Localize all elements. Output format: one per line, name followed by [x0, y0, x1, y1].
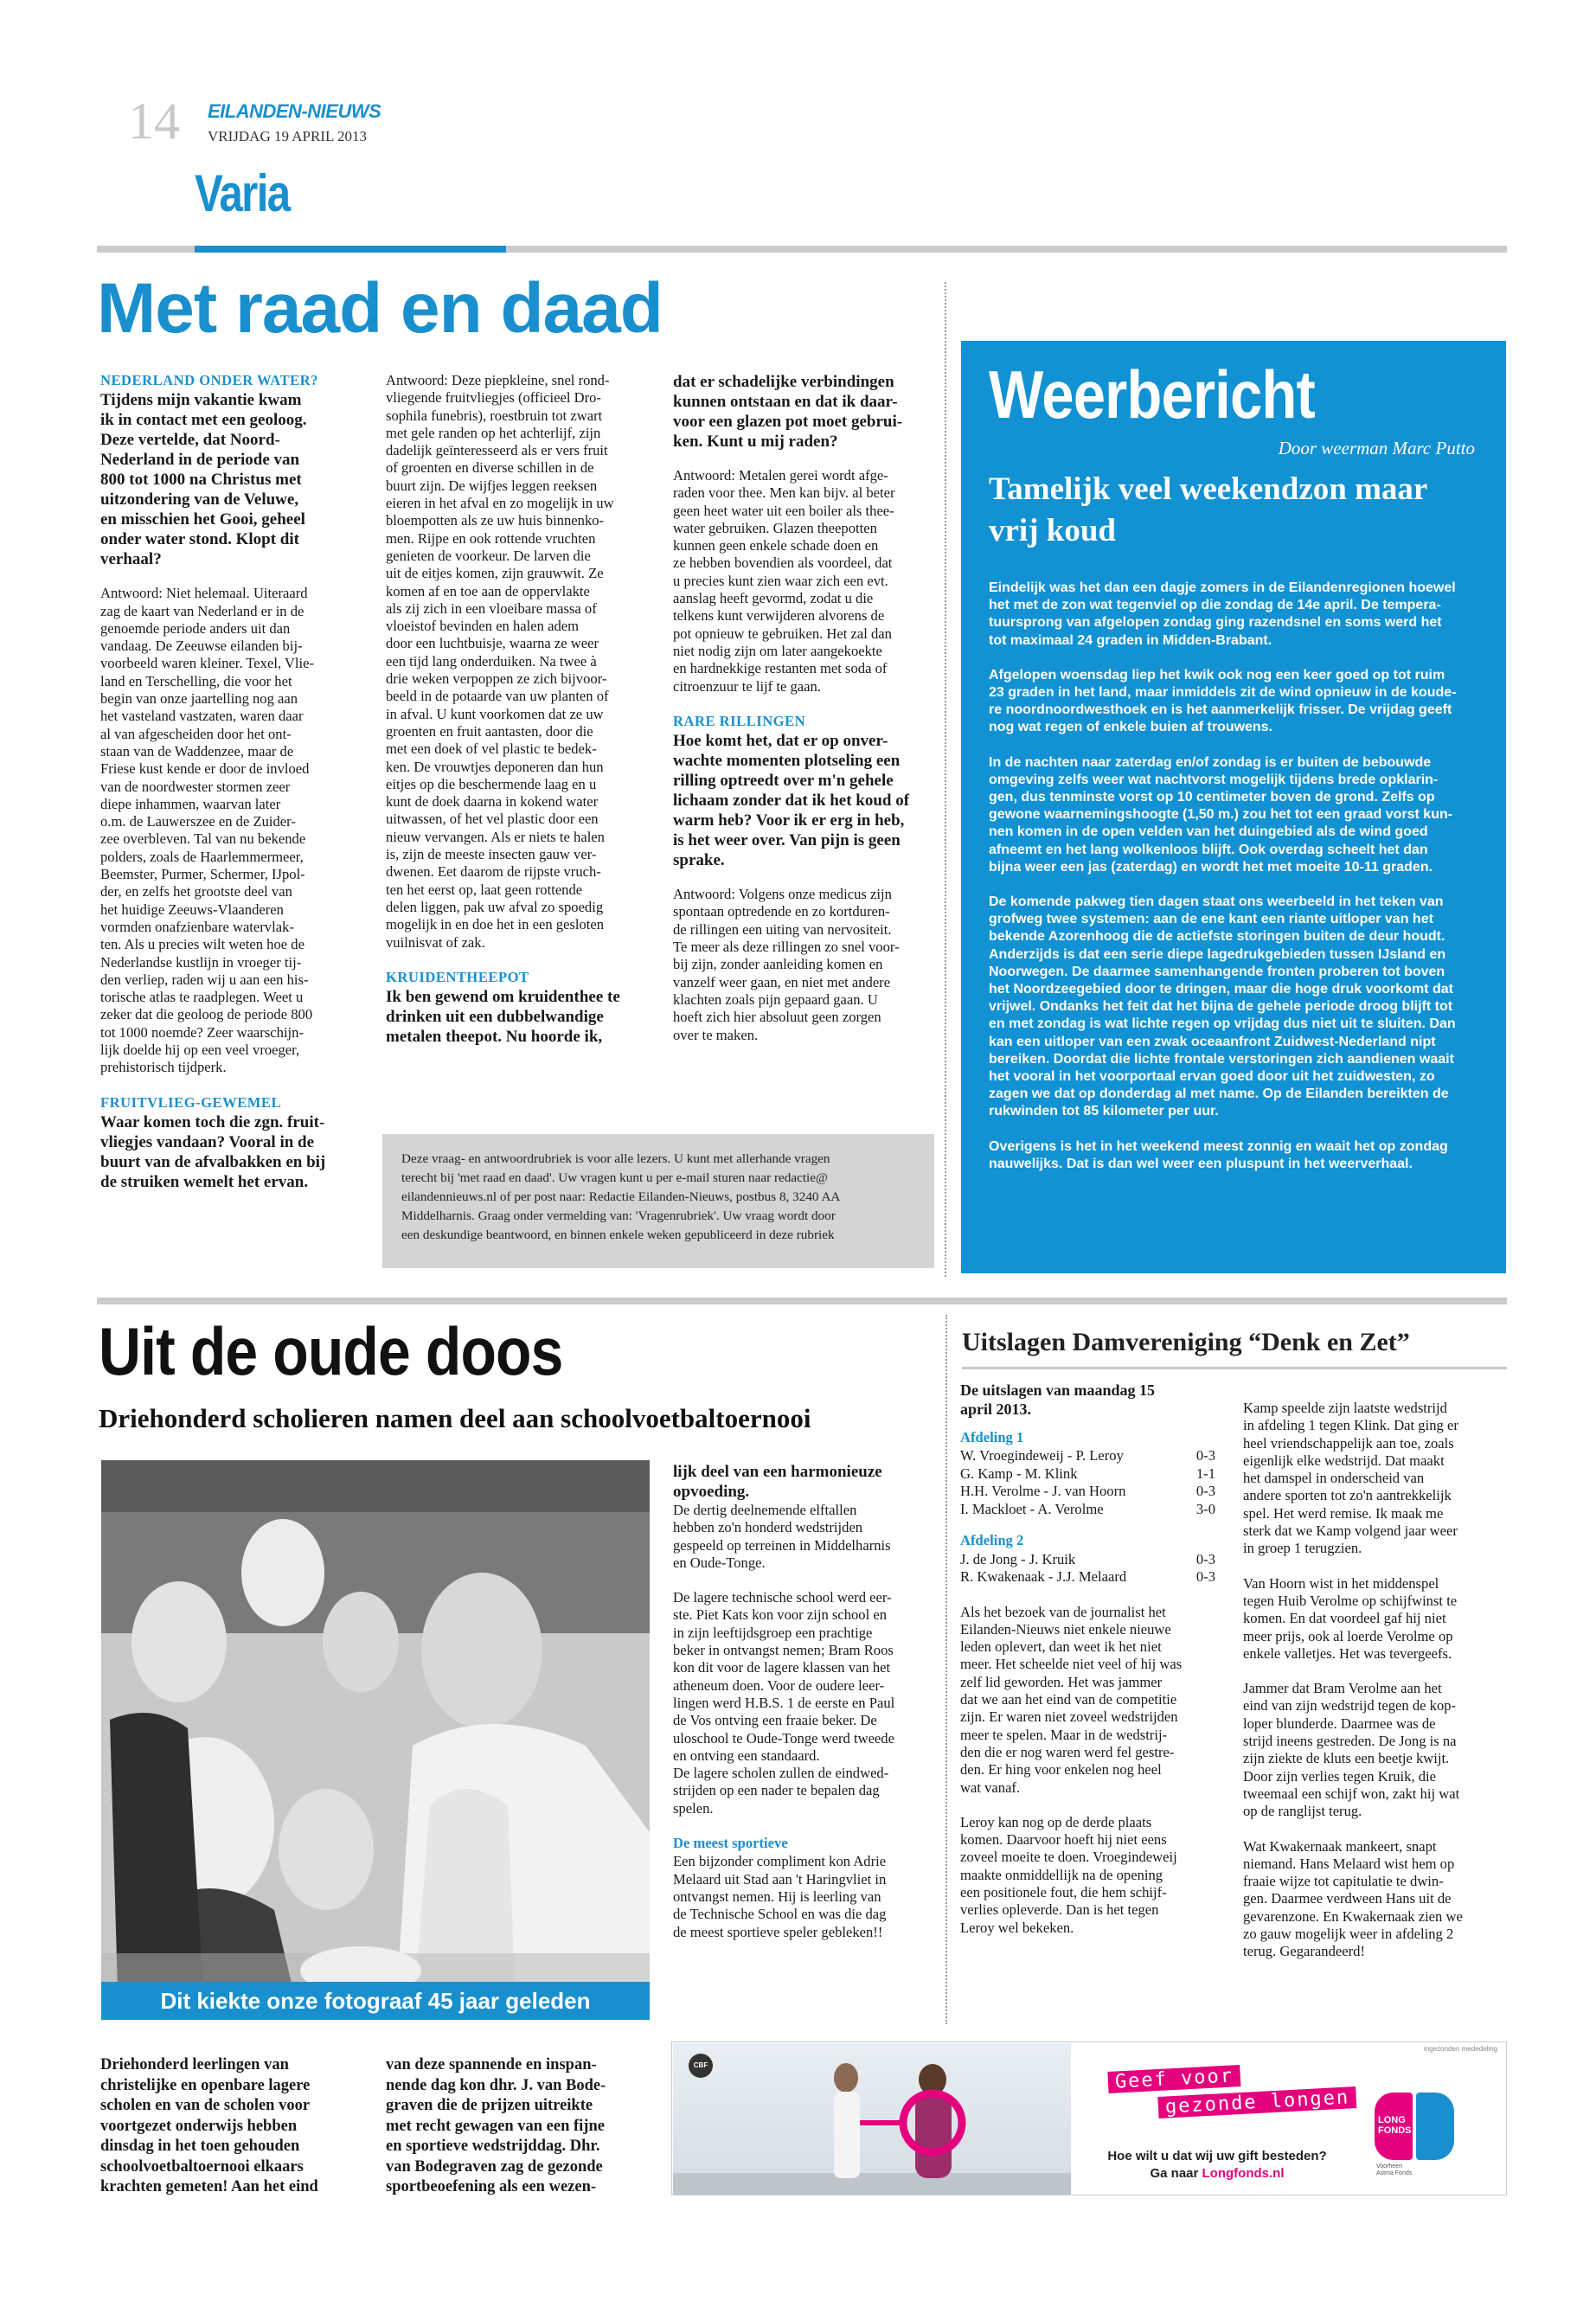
- oude-doos-right-column: [673, 1462, 935, 1958]
- page-header: [128, 95, 491, 164]
- subhead-rillingen: RARE RILLINGEN: [673, 712, 806, 729]
- result-row: R. Kwakenaak - J.J. Melaard 0-3: [960, 1568, 1215, 1586]
- dam-title: Uitslagen Damvereniging “Denk en Zet”: [962, 1328, 1410, 1356]
- question-kruidentheepot-cont: dat er schadelijke verbindingen kunnen ontstaan en dat ik daar- voor een glazen pot moet gebrui- ken. Kunt u mij raden?: [673, 373, 903, 451]
- advice-column-1: [100, 372, 362, 1208]
- oude-doos-p2: De lagere technische school werd eer- ste. Piet Kats kon voor zijn school en in zijn leeftijdsgroep een prachtige beker in ontvangst nemen; Bram Roos kon dit voor de lagere klassen van het atheneum doen. Voor de oudere leer- lingen werd H.B.S. 1 de eerste en Paul de Vos ontving een fraaie beker. De uloschool te Oude-Tonge werd tweede en ontving een standaard. De lagere scholen zullen de eindwed- strijden op een nader te bepalen dag spelen.: [673, 1589, 895, 1817]
- result-row: H.H. Verolme - J. van Hoorn 0-3: [960, 1483, 1215, 1500]
- weather-box: [961, 341, 1506, 1273]
- subhead-nederland: NEDERLAND ONDER WATER?: [100, 372, 318, 388]
- ad-slogan: [1108, 2065, 1356, 2118]
- result-row: I. Mackloet - A. Verolme 3-0: [960, 1500, 1215, 1517]
- section-title: Varia: [195, 164, 290, 222]
- logo-subtext: Voorheen Astma Fonds: [1376, 2163, 1413, 2176]
- ad-people-illustration: [673, 2043, 1071, 2195]
- oude-doos-bottom-col-2: [386, 2055, 650, 2214]
- dam-afdeling-1-results: [960, 1447, 1224, 1518]
- dam-col2-p2: Van Hoorn wist in het middenspel tegen Huib Verolme op schijfwinst te komen. En dat voordeel gaf hij niet meer prijs, ook al loerde Verolme op enkele valletjes. Het was tevergeefs.: [1243, 1574, 1458, 1662]
- dam-title-rule: [962, 1367, 1507, 1369]
- question-nederland: Tijdens mijn vakantie kwam ik in contact met een geoloog. Deze vertelde, dat Noord- Nederland in de periode van 800 tot 1000 na Christus met uitzondering van de Veluwe, en misschien het Gooi, geheel onder water stond. Klopt dit verhaal?: [100, 391, 307, 569]
- cbf-seal: CBF: [689, 2054, 713, 2078]
- dam-afdeling-1-label: Afdeling 1: [960, 1429, 1024, 1445]
- question-rillingen: Hoe komt het, dat er op onver- wachte momenten plotseling een rilling optreedt over m'n gehele lichaam zonder dat ik het koud of warm heb? Voor ik er erg in heb, is het weer over. Van pijn is geen sprake.: [673, 732, 910, 870]
- oude-doos-subhead: De meest sportieve: [673, 1835, 788, 1852]
- dam-afdeling-2-label: Afdeling 2: [960, 1532, 1024, 1549]
- dam-col1-p2: Leroy kan nog op de derde plaats komen. Daarvoor hoeft hij niet eens zoveel moeite te doen. Vroegindeweij maakte onmiddellijk na de opening een positionele fout, die hem schijf- verlies opleverde. Dan is het tegen Leroy wel bekeken.: [960, 1813, 1177, 1936]
- dam-col1-p1: Als het bezoek van de journalist het Eilanden-Nieuws niet enkele nieuwe leden oplevert, dan weet ik het niet meer. Het scheelde niet veel of hij was zelf lid geworden. Het was jammer dat we aan het eind van de competitie zijn. Er waren niet zoveel wedstrijden meer te spelen. Maar in de wedstrij- den die er nog waren werd fel gestre- den. Er hing voor enkelen nog heel wat vanaf.: [960, 1603, 1183, 1796]
- question-fruitvlieg: Waar komen toch die zgn. fruit- vliegjes vandaan? Vooral in de buurt van de afvalbakken en bij de struiken wemelt het ervan.: [100, 1112, 326, 1191]
- weather-paragraph-4: De komende pakweg tien dagen staat ons weerbeeld in het teken van grofweg twee systemen: aan de ene kant een riante uitloper van het bekende Azorenhoog die de actiefste storingen buiten de deur houdt. Anderzijds is dat een serie diepe lagedrukgebieden tussen IJsland en Noorwegen. De daarmee samenhangende fronten proberen tot boven het Noordzeegebied door te dringen, maar die hoge druk voorkomt dat vrijwel. Ondanks het feit dat het bijna de gehele periode droog blijft tot en met zondag is wat lichte regen op vrijdag dus niet uit te sluiten. Dan kan een uitloper van een zwak oceaanfront Zuidwest-Nederland nipt bereiken. Doordat die lichte frontale verstoringen zich aandienen waait het vooral in het voorportaal ervan goed door uit het zuidwesten, zo zagen we dat op donderdag al met name. Op de Eilanden bereikten de rukwinden tot 85 kilometer per uur.: [989, 894, 1456, 1119]
- rubric-info-text: Deze vraag- en antwoordrubriek is voor alle lezers. U kunt met allerhande vragen terecht bij 'met raad en daad'. Uw vragen kunt u per e-mail sturen naar redactie@ eilandennieuws.nl of per post naar: Redactie Eilanden-Nieuws, postbus 8, 3240 AA Middelharnis. Graag onder vermelding van: 'Vragenrubriek'. Uw vraag wordt door een deskundige beantwoord, en binnen enkele weken gepubliceerd in deze rubriek: [401, 1151, 841, 1242]
- longfonds-ad[interactable]: [671, 2041, 1507, 2195]
- oude-doos-p1: De dertig deelnemende elftallen hebben zo'n honderd wedstrijden gespeeld op terreinen in Middelharnis en Oude-Tonge.: [673, 1502, 891, 1571]
- oude-doos-intro-cont: van deze spannende en inspan- nende dag kon dhr. J. van Bode- graven die de prijzen uitreikte met recht gewagen van een fijne en sportieve wedstrijddag. Dhr. van Bodegraven zag de gezonde sportbeoefening als een wezen-: [386, 2056, 606, 2195]
- result-row: J. de Jong - J. Kruik 0-3: [960, 1550, 1215, 1567]
- advice-column-2: [386, 372, 650, 1062]
- oude-doos-intro: Driehonderd leerlingen van christelijke en openbare lagere scholen en van de scholen voor voortgezet onderwijs hebben dinsdag in het toen gehouden schoolvoetbaltoernooi elkaars krachten gemeten! Aan het eind: [100, 2056, 318, 2195]
- weather-byline: Door weerman Marc Putto: [1278, 438, 1475, 458]
- advice-title: Met raad en daad: [97, 269, 663, 348]
- answer-kruidentheepot: Antwoord: Metalen gerei wordt afge- raden voor thee. Men kan bijv. al beter geen heet water uit een boiler als thee- water gebruiken. Glazen theepotten kunnen geen enkele schade doen en ze hebben bovendien als voordeel, dat u precies kunt zien waar zich een evt. aanslag heeft gevormd, zodat u die telkens kunt verwijderen alvorens de pot opnieuw te gebruiken. Het zal dan niet nodig zijn om later aangekoekte en hardnekkige restanten met soda of citroenzuur te lijf te gaan.: [673, 467, 895, 695]
- weather-paragraph-5: Overigens is het in het weekend meest zonnig en waait het op zondag nauwelijks. Dat is dan wel weer een pluspunt in het weerverhaal.: [989, 1138, 1448, 1171]
- advice-column-3: [673, 372, 936, 1061]
- weather-subtitle: Tamelijk veel weekendzon maar vrij koud: [989, 471, 1428, 548]
- section-rule-accent: [195, 246, 506, 253]
- oude-doos-p3: Een bijzonder compliment kon Adrie Melaard uit Stad aan 't Haringvliet in ontvangst nemen. Hij is leerling van de Technische School en was die dag de meest sportieve speler gebleken!!: [673, 1853, 887, 1940]
- section-rule-lower: [97, 1298, 1507, 1304]
- ad-photo: [673, 2043, 1071, 2195]
- masthead-logo: EILANDEN-NIEUWS: [208, 100, 381, 122]
- result-row: W. Vroegindeweij - P. Leroy 0-3: [960, 1447, 1215, 1465]
- subhead-fruitvlieg: FRUITVLIEG-GEWEMEL: [100, 1093, 282, 1111]
- longfonds-logo: [1375, 2093, 1496, 2188]
- answer-nederland: Antwoord: Niet helemaal. Uiteraard zag de kaart van Nederland er in de genoemde periode anders uit dan vandaag. De Zeeuwse eilanden bij- voorbeeld waren kleiner. Texel, Vlie- land en Terschelling, die voor het begin van onze jaartelling nog aan het vasteland vastzaten, waren daar al van afgescheiden door het ont- staan van de Waddenzee, maar de Friese kust kende er door de invloed van de noordwester stormen zeer diepe inhammen, waarvan later o.m. de Lauwerszee en de Zuider- zee overbleven. Tal van nu bekende polders, zoals de Haarlemmermeer, Beemster, Purmer, Schermer, IJpol- der, en zelfs het grootste deel van het huidige Zeeuws-Vlaanderen vormden onafzienbare watervlak- ten. Als u precies wilt weten hoe de Nederlandse kustlijn in vroeger tij- den verliep, raden wij u aan een his- torische atlas te raadplegen. Weet u zeker dat die geoloog de periode 800 tot 1000 noemde? Zeer waarschijn- lijk doelde hij op een veel vroeger, prehistorisch tijdperk.: [100, 585, 315, 1076]
- dam-afdeling-2-results: [960, 1551, 1224, 1586]
- dam-col2-p3: Jammer dat Bram Verolme aan het eind van zijn wedstrijd tegen de kop- loper blunderde. Daarmee was de strijd ineens gestreden. De Jong is na zijn ziekte de kluts een beetje kwijt. Door zijn verlies tegen Kruik, die tweemaal een schijf won, zakt hij wat op de ranglijst terug.: [1243, 1680, 1460, 1820]
- dam-column-1: [960, 1381, 1224, 1954]
- photo-illustration: [101, 1460, 650, 2020]
- weather-title: Weerbericht: [989, 356, 1316, 433]
- ad-cta-link[interactable]: Longfonds.nl: [1202, 2166, 1285, 2181]
- weather-paragraph-2: Afgelopen woensdag liep het kwik ook nog een keer goed op tot ruim 23 graden in het land, maar inmiddels zit de wind opnieuw in de koude- re noordnoordwesthoek en is het aanmerkelijk frisser. De vrijdag geeft nog wat regen of enkele buien af trouwens.: [989, 667, 1457, 735]
- answer-fruitvlieg: Antwoord: Deze piepkleine, snel rond- vliegende fruitvliegjes (officieel Dro- sophila funebris), roestbruin tot zwart met gele randen op het achterlijf, zijn dadelijk geïnteresseerd als er vers fruit of groenten en diverse schillen in de buurt zijn. De wijfjes leggen reeksen eieren in het afval en zo mogelijk in uw bloempotten als ze uw huis binnenko- men. Rijpe en ook rottende vruchten genieten de voorkeur. De larven die uit de eitjes komen, zijn grauwwit. Ze komen af en toe aan de oppervlakte als zij zich in een vloeibare massa of vloeistof bevinden en halen adem door een luchtbuisje, waarna ze weer een tijd lang onderduiken. Na twee à drie weken verpoppen ze zich bijvoor- beeld in de potaarde van uw planten of in afval. U kunt voorkomen dat ze uw groenten en fruit aantasten, door die met een doek of vel plastic te bedek- ken. De vrouwtjes deponeren dan hun eitjes op die beschermende laag en u kunt de doek daarna in kokend water uitwassen, of het vel plastic door een nieuw vervangen. Als er niets te halen is, zijn de meeste insecten gauw ver- dwenen. Eet daarom de rijpste vruch- ten het eerst op, laat geen rottende delen liggen, pak uw afval zo spoedig mogelijk in en doe het in een gesloten vuilnisvat of zak.: [386, 372, 614, 951]
- rubric-info-box: [382, 1134, 934, 1268]
- dam-column-2: [1243, 1400, 1507, 1978]
- logo-lung-right: [1416, 2093, 1454, 2160]
- subhead-kruidentheepot: KRUIDENTHEEPOT: [386, 968, 529, 985]
- ad-cta[interactable]: [1087, 2166, 1347, 2181]
- column-divider: [945, 282, 946, 1277]
- dam-intro: De uitslagen van maandag 15 april 2013.: [960, 1381, 1156, 1418]
- oude-doos-title: Uit de oude doos: [99, 1313, 563, 1389]
- ad-slogan-line-1: Geef voor: [1107, 2065, 1240, 2093]
- historic-photo: [101, 1460, 650, 2020]
- logo-text: LONG FONDS: [1378, 2115, 1412, 2136]
- weather-paragraph-3: In de nachten naar zaterdag en/of zondag is er buiten de bebouwde omgeving zelfs weer wat nachtvorst mogelijk tijdens brede opklarin- gen, dus tenminste vorst op 10 centimeter boven de grond. Zelfs op gewone waarnemingshoogte (1,50 m.) zou het tot een graad vorst kun- nen komen in de open velden van het duingebied als de wind goed afneemt en het lang wolkenloos blijft. Ook overdag scheelt het dan bijna weer een jas (zaterdag) en wordt het met moeite 10-11 graden.: [989, 754, 1453, 875]
- dam-col2-p4: Wat Kwakernaak mankeert, snapt niemand. Hans Melaard wist hem op fraaie wijze tot capitulatie te dwin- gen. Daarmee verdween Hans uit de gevarenzone. En Kwakernaak zien we zo gauw mogelijk weer in afdeling 2 terug. Gegarandeerd!: [1243, 1837, 1463, 1960]
- answer-rillingen: Antwoord: Volgens onze medicus zijn spontaan optredende en zo kortduren- de rillingen een uiting van nervositeit. Te meer als deze rillingen zo snel voor- bij zijn, zonder aanleiding komen en vanzelf weer gaan, en niet met andere klachten zoals pijn gepaard gaan. U hoeft zich hier absoluut geen zorgen over te maken.: [673, 886, 900, 1043]
- question-kruidentheepot: Ik ben gewend om kruidenthee te drinken uit een dubbelwandige metalen theepot. Nu hoorde ik,: [386, 988, 620, 1047]
- page-number: 14: [128, 93, 180, 150]
- weather-body: [989, 580, 1490, 1190]
- ad-slogan-line-2: gezonde longen: [1157, 2086, 1356, 2118]
- oude-doos-bottom-col-1: [100, 2055, 362, 2214]
- result-row: G. Kamp - M. Klink 1-1: [960, 1465, 1215, 1482]
- issue-date: VRIJDAG 19 APRIL 2013: [208, 128, 368, 144]
- ad-cta-prefix: Ga naar: [1150, 2166, 1202, 2181]
- column-divider-lower: [945, 1315, 947, 2024]
- dam-col2-p1: Kamp speelde zijn laatste wedstrijd in afdeling 1 tegen Klink. Dat ging er heel vriendschappelijk aan toe, zoals eigenlijk elke wedstrijd. Dat maakt het damspel in onderscheid van andere sporten tot zo'n aantrekkelijk spel. Het werd remise. Ik maak me sterk dat we Kamp volgend jaar weer in groep 1 terugzien.: [1243, 1400, 1458, 1557]
- ad-disclaimer: ingezonden mededeling: [1424, 2045, 1497, 2053]
- oude-doos-lead: lijk deel van een harmonieuze opvoeding.: [673, 1463, 882, 1501]
- photo-caption: Dit kiekte onze fotograaf 45 jaar geleden: [101, 1982, 650, 2020]
- weather-paragraph-1: Eindelijk was het dan een dagje zomers in de Eilandenregionen hoewel het met de zon wat tegenviel op die zondag de 14e april. De tempera- tuursprong van afgelopen zondag ging razendsnel en soms werd het tot maximaal 24 graden in Midden-Brabant.: [989, 580, 1456, 648]
- oude-doos-subtitle: Driehonderd scholieren namen deel aan schoolvoetbaltoernooi: [99, 1403, 811, 1433]
- ad-question: Hoe wilt u dat wij uw gift besteden?: [1107, 2149, 1327, 2163]
